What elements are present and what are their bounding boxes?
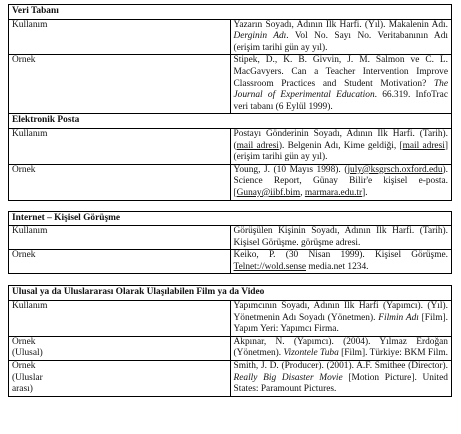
text-run: . 66.319. InfoTrac veri tabanı (6 Eylül 1999).	[233, 90, 448, 112]
telnet-link[interactable]: Telnet://wold.sense	[233, 261, 307, 272]
text-run: ). Belgenin Adı, Kime geldiği, [	[278, 140, 403, 151]
mail-address-link[interactable]: mail adresi	[236, 140, 279, 151]
text-run: [Motion Picture]. United States: Paramount Pictures.	[233, 372, 448, 395]
email-link[interactable]: Gunay@iibf.bim	[236, 187, 301, 198]
table-row	[9, 361, 452, 397]
table-row	[9, 164, 452, 200]
text-run: ].	[362, 187, 368, 198]
spacer	[8, 274, 452, 285]
example-label	[9, 336, 231, 360]
usage-text	[230, 128, 452, 164]
text-run: ). Science Report, Günay Bilir'e kişisel e-posta. [	[233, 164, 448, 198]
table-row	[9, 301, 452, 337]
text-run: Postayı Gönderinin Soyadı, Adının İlk Harfi. (Tarih). (	[233, 128, 448, 151]
interview-header: Internet – Kişisel Görüşme	[9, 211, 452, 226]
usage-label: Kullanım	[9, 301, 231, 337]
film-title: Filmin Adı	[378, 312, 419, 323]
mail-address-link[interactable]: mail adresi	[402, 140, 445, 151]
email-header: Elektronik Posta	[9, 114, 452, 129]
text-run: Akpınar, N. (Yapımcı). (2004). Yılmaz Erdoğan (Yönetmen).	[233, 336, 448, 359]
usage-text	[230, 301, 452, 337]
table-row	[9, 55, 452, 114]
label-line: Örnek	[12, 361, 36, 372]
example-label: Örnek	[9, 55, 231, 114]
usage-text: Görüşülen Kişinin Soyadı, Adının İlk Harfi. (Tarih). Kişisel Görüşme. görüşme adresi.	[230, 226, 452, 250]
label-line: arası)	[12, 384, 33, 395]
table-row	[9, 19, 452, 55]
spacer	[8, 201, 452, 211]
text-run: Yapımcının Soyadı, Adının İlk Harfi (Yapımcı). (Yıl). Yönetmenin Adı Soyadı (Yönetmen).	[233, 301, 448, 323]
text-run: media.net 1234.	[306, 261, 369, 272]
example-text	[230, 164, 452, 200]
email-link[interactable]: marmara.edu.tr	[304, 187, 363, 198]
text-run: Stipek, D., K. B. Givvin, J. M. Salmon ve C. L. MacGavyers. Can a Teacher Intervention Improve Classroom Practices and Student Motivation?	[233, 55, 448, 89]
citation-guide	[8, 4, 452, 397]
text-run: Keiko, P. (30 Nisan 1999). Kişisel Görüşme.	[233, 250, 448, 261]
interview-table	[8, 211, 452, 275]
journal-name: The Journal of Experimental Education	[233, 78, 448, 101]
text-run: ,	[300, 187, 305, 198]
usage-label: Kullanım	[9, 128, 231, 164]
label-line: (Uluslar	[12, 372, 43, 383]
email-link[interactable]: july@ksgrsch.oxford.edu	[347, 164, 443, 175]
text-run: Smith, J. D. (Producer). (2001). A.F. Smithee (Director).	[233, 361, 448, 372]
label-line: (Ulusal)	[12, 348, 43, 359]
text-run: Young, J. (10 Mayıs 1998). (	[233, 164, 348, 175]
example-text	[230, 250, 452, 274]
example-text	[230, 336, 452, 360]
usage-text	[230, 19, 452, 55]
film-table	[8, 285, 452, 396]
film-title: Vizontele Tuba	[283, 348, 339, 359]
text-run: [Film]. Türkiye: BKM Film.	[338, 348, 448, 359]
table-row	[9, 128, 452, 164]
example-label: Örnek	[9, 164, 231, 200]
example-text	[230, 361, 452, 397]
database-table	[8, 4, 452, 201]
film-header: Ulusal ya da Uluslararası Olarak Ulaşılabilen Film ya da Video	[9, 286, 452, 301]
usage-label: Kullanım	[9, 226, 231, 250]
table-row	[9, 250, 452, 274]
label-line: Örnek	[12, 336, 36, 347]
table-row	[9, 336, 452, 360]
journal-name: Derginin Adı	[233, 31, 287, 42]
table-row	[9, 226, 452, 250]
database-header: Veri Tabanı	[9, 5, 452, 20]
text-run: . Vol No. Sayı No. Veritabanının Adı (erişim tarihi gün ay yıl).	[233, 31, 448, 53]
text-run: [Film]. Yapım Yeri: Yapımcı Firma.	[233, 312, 448, 335]
usage-label: Kullanım	[9, 19, 231, 55]
text-run: Yazarın Soyadı, Adının İlk Harfi. (Yıl). Makalenin Adı.	[233, 19, 448, 30]
example-label	[9, 361, 231, 397]
example-text	[230, 55, 452, 114]
example-label: Örnek	[9, 250, 231, 274]
text-run: ] (erişim tarihi gün ay yıl).	[233, 140, 448, 163]
film-title: Really Big Disaster Movie	[233, 372, 343, 383]
